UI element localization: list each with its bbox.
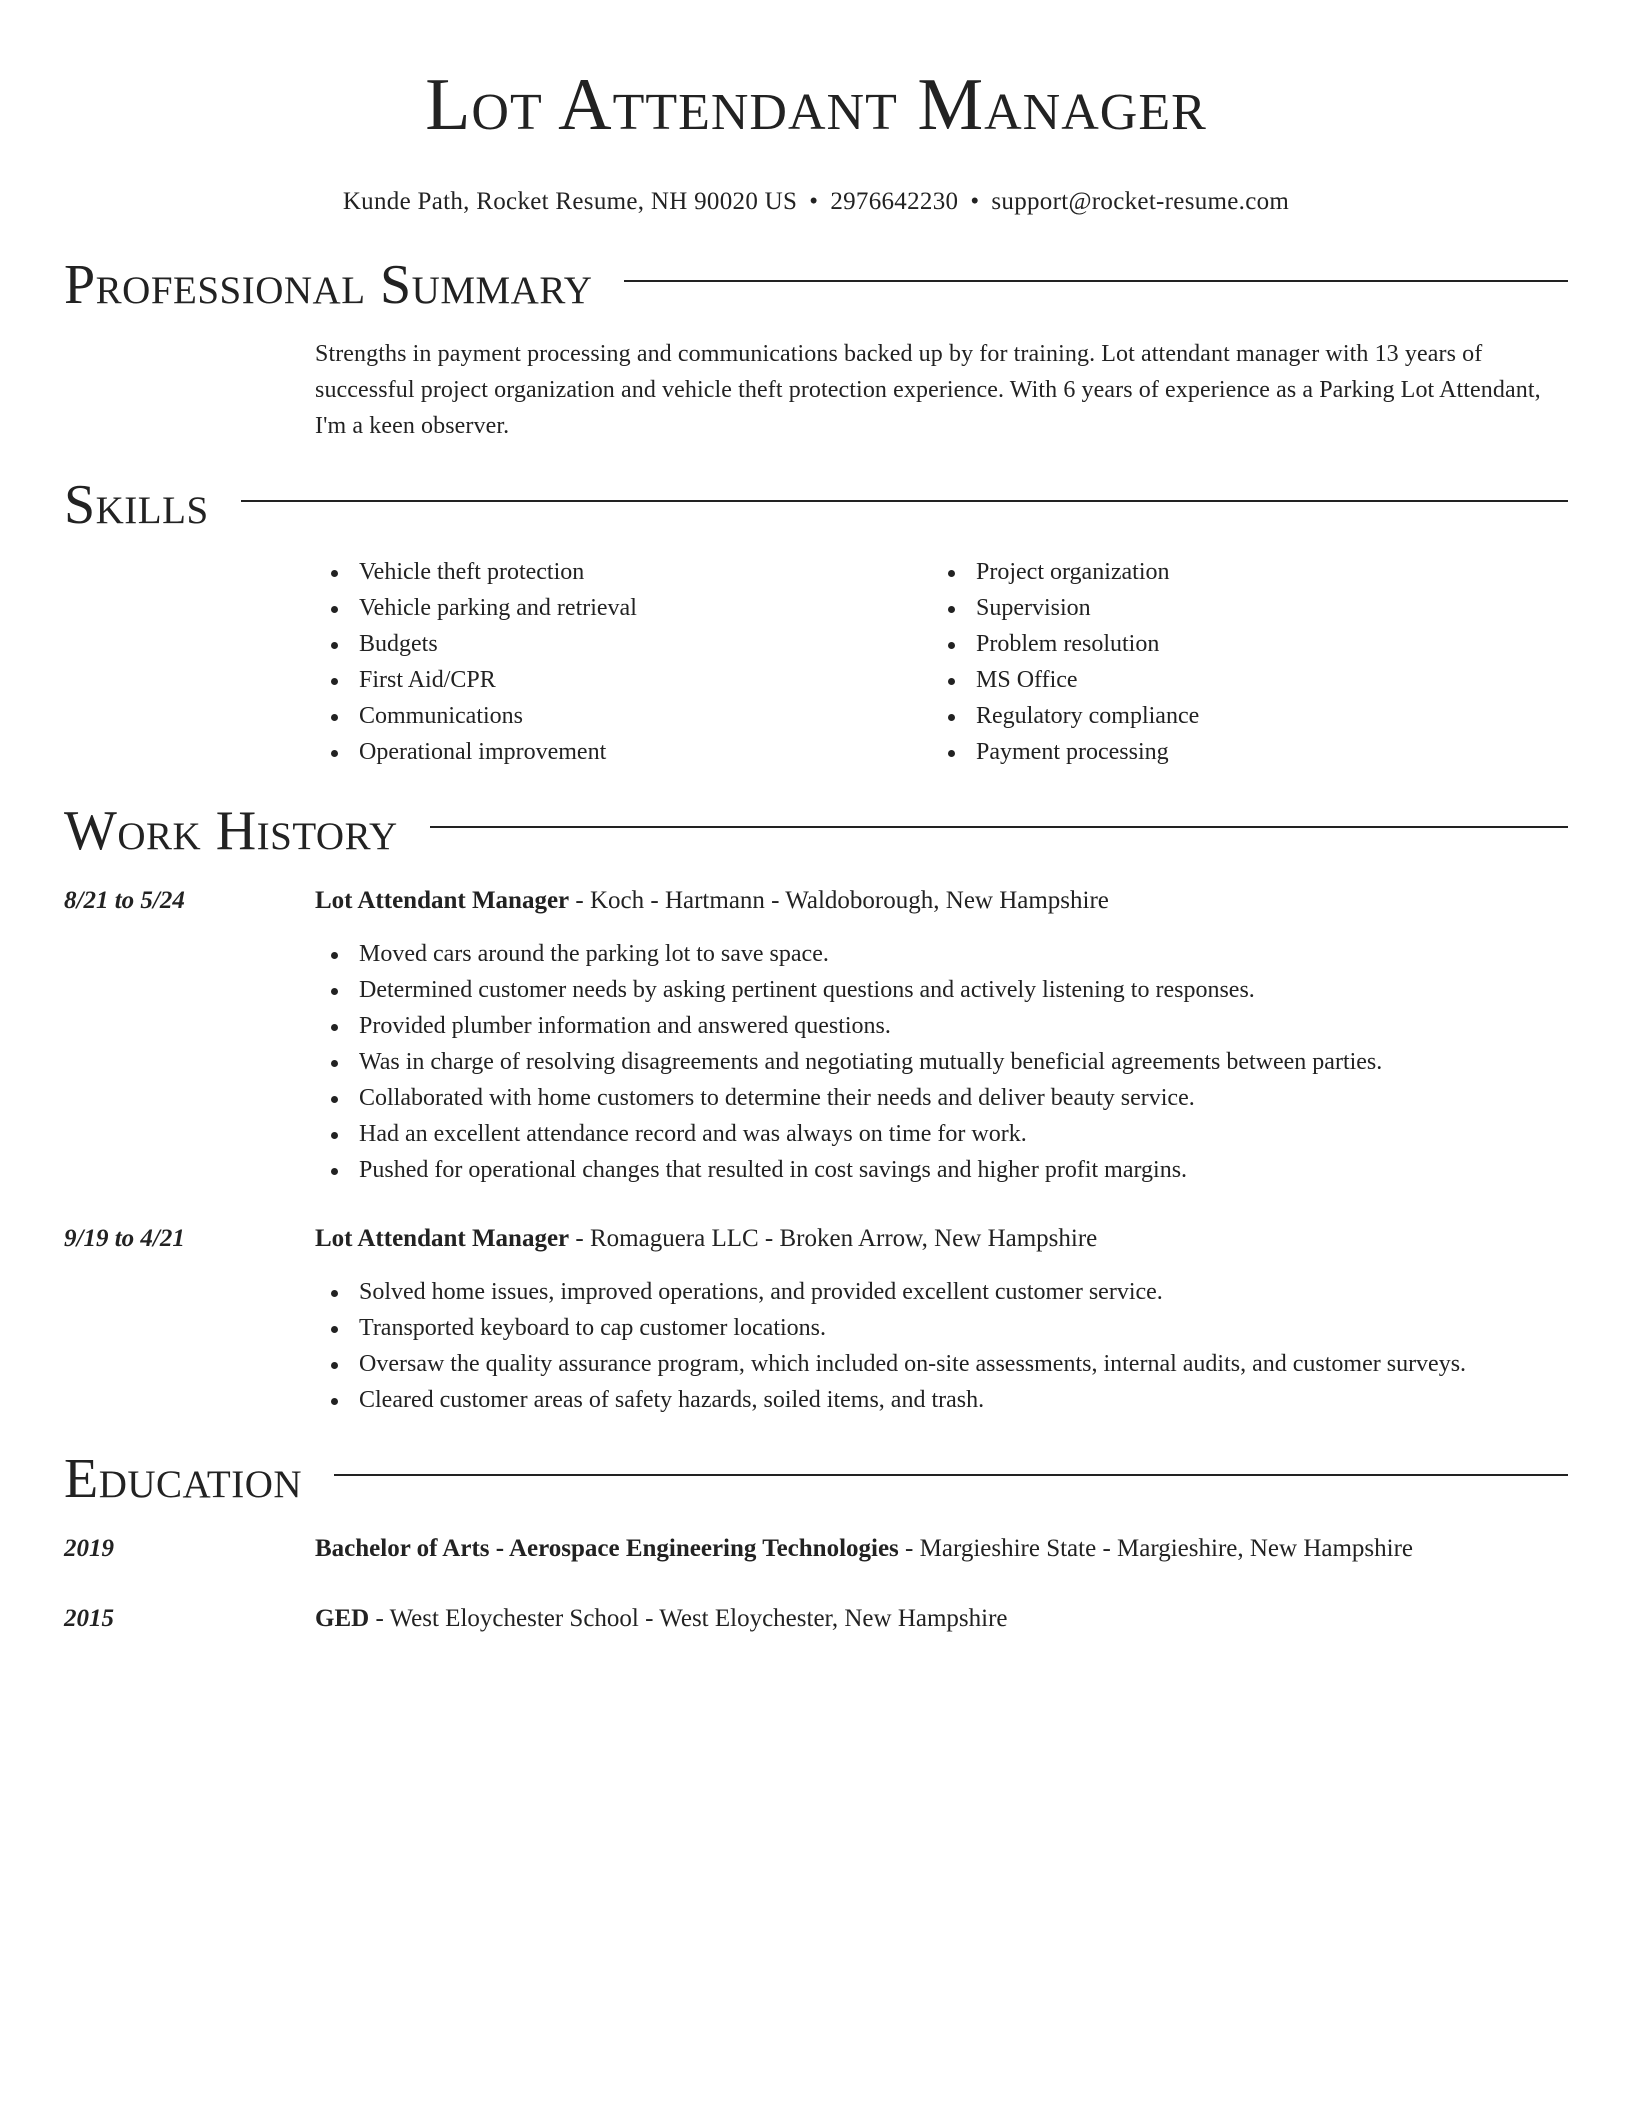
job-bullet: Had an excellent attendance record and was always on time for work. xyxy=(315,1116,1568,1152)
heading-dash: - xyxy=(369,1605,390,1632)
job-header xyxy=(64,884,1568,918)
education-section-header xyxy=(64,1448,1568,1510)
skill-item: Payment processing xyxy=(932,734,1549,770)
skill-item: Vehicle theft protection xyxy=(315,554,932,590)
job-dates: 8/21 to 5/24 xyxy=(64,887,185,914)
job-bullet: Determined customer needs by asking pertinent questions and actively listening to responses. xyxy=(315,972,1568,1008)
job-header xyxy=(64,1222,1568,1256)
job-bullet: Oversaw the quality assurance program, which included on-site assessments, internal audits, and customer surveys. xyxy=(315,1346,1568,1382)
skill-item: Communications xyxy=(315,698,932,734)
education-school: Margieshire State - Margieshire, New Hampshire xyxy=(919,1535,1414,1562)
summary-text: Strengths in payment processing and communications backed up by for training. Lot attendant manager with 13 years of successful project organization and vehicle theft protection experience. With 6 years of experience as a Parking Lot Attendant, I'm a keen observer. xyxy=(315,341,1541,439)
section-divider xyxy=(430,826,1568,828)
job-heading xyxy=(315,1222,1097,1256)
education-school: West Eloychester School - West Eloychester, New Hampshire xyxy=(389,1605,1008,1632)
section-divider xyxy=(241,500,1568,502)
job-entry xyxy=(64,884,1568,1188)
skill-item: Project organization xyxy=(932,554,1549,590)
skill-item: Operational improvement xyxy=(315,734,932,770)
job-title: Lot Attendant Manager xyxy=(315,1225,570,1252)
contact-separator: • xyxy=(970,188,980,215)
skills-section-title: Skills xyxy=(64,474,209,536)
job-bullet: Cleared customer areas of safety hazards, soiled items, and trash. xyxy=(315,1382,1568,1418)
job-bullets xyxy=(315,1274,1568,1418)
job-title: Lot Attendant Manager xyxy=(315,887,570,914)
education-entry xyxy=(64,1532,1568,1566)
education-entry xyxy=(64,1602,1568,1636)
job-bullet: Moved cars around the parking lot to save space. xyxy=(315,936,1568,972)
job-bullets xyxy=(315,936,1568,1188)
job-bullet: Transported keyboard to cap customer locations. xyxy=(315,1310,1568,1346)
resume-page xyxy=(64,0,1568,1636)
contact-phone: 2976642230 xyxy=(830,188,959,215)
education-heading xyxy=(315,1602,1008,1636)
contact-address: Kunde Path, Rocket Resume, NH 90020 US xyxy=(342,188,798,215)
job-bullet: Provided plumber information and answered questions. xyxy=(315,1008,1568,1044)
skill-item: MS Office xyxy=(932,662,1549,698)
skill-item: First Aid/CPR xyxy=(315,662,932,698)
education-degree: Bachelor of Arts - Aerospace Engineering Technologies xyxy=(315,1535,899,1562)
candidate-name: Lot Attendant Manager xyxy=(425,64,1207,146)
skill-item: Supervision xyxy=(932,590,1549,626)
education-heading xyxy=(315,1532,1413,1566)
heading-dash: - xyxy=(569,887,590,914)
contact-email: support@rocket-resume.com xyxy=(991,188,1290,215)
work-section-header xyxy=(64,800,1568,862)
skill-item: Budgets xyxy=(315,626,932,662)
contact-separator: • xyxy=(809,188,819,215)
job-heading xyxy=(315,884,1109,918)
skill-item: Vehicle parking and retrieval xyxy=(315,590,932,626)
skill-item: Problem resolution xyxy=(932,626,1549,662)
job-employer: Romaguera LLC - Broken Arrow, New Hampshire xyxy=(589,1225,1098,1252)
job-bullet: Solved home issues, improved operations, and provided excellent customer service. xyxy=(315,1274,1568,1310)
heading-dash: - xyxy=(569,1225,590,1252)
education-year: 2019 xyxy=(64,1535,114,1562)
education-year: 2015 xyxy=(64,1605,114,1632)
contact-line xyxy=(64,186,1568,218)
job-entry xyxy=(64,1222,1568,1418)
skills-list-right xyxy=(932,554,1549,770)
summary-section-title: Professional Summary xyxy=(64,254,593,316)
heading-dash: - xyxy=(898,1535,920,1562)
job-bullet: Collaborated with home customers to determine their needs and deliver beauty service. xyxy=(315,1080,1568,1116)
skills-grid xyxy=(315,554,1568,770)
summary-body xyxy=(315,336,1568,444)
education-section-title: Education xyxy=(64,1448,303,1510)
summary-section-header xyxy=(64,254,1568,316)
skill-item: Regulatory compliance xyxy=(932,698,1549,734)
work-section-title: Work History xyxy=(64,800,398,862)
education-degree: GED xyxy=(315,1605,370,1632)
job-bullet: Pushed for operational changes that resulted in cost savings and higher profit margins. xyxy=(315,1152,1568,1188)
job-bullet: Was in charge of resolving disagreements and negotiating mutually beneficial agreements between parties. xyxy=(315,1044,1568,1080)
skills-list-left xyxy=(315,554,932,770)
job-dates: 9/19 to 4/21 xyxy=(64,1225,185,1252)
section-divider xyxy=(624,280,1568,282)
section-divider xyxy=(334,1474,1568,1476)
job-employer: Koch - Hartmann - Waldoborough, New Hampshire xyxy=(589,887,1109,914)
skills-section-header xyxy=(64,474,1568,536)
